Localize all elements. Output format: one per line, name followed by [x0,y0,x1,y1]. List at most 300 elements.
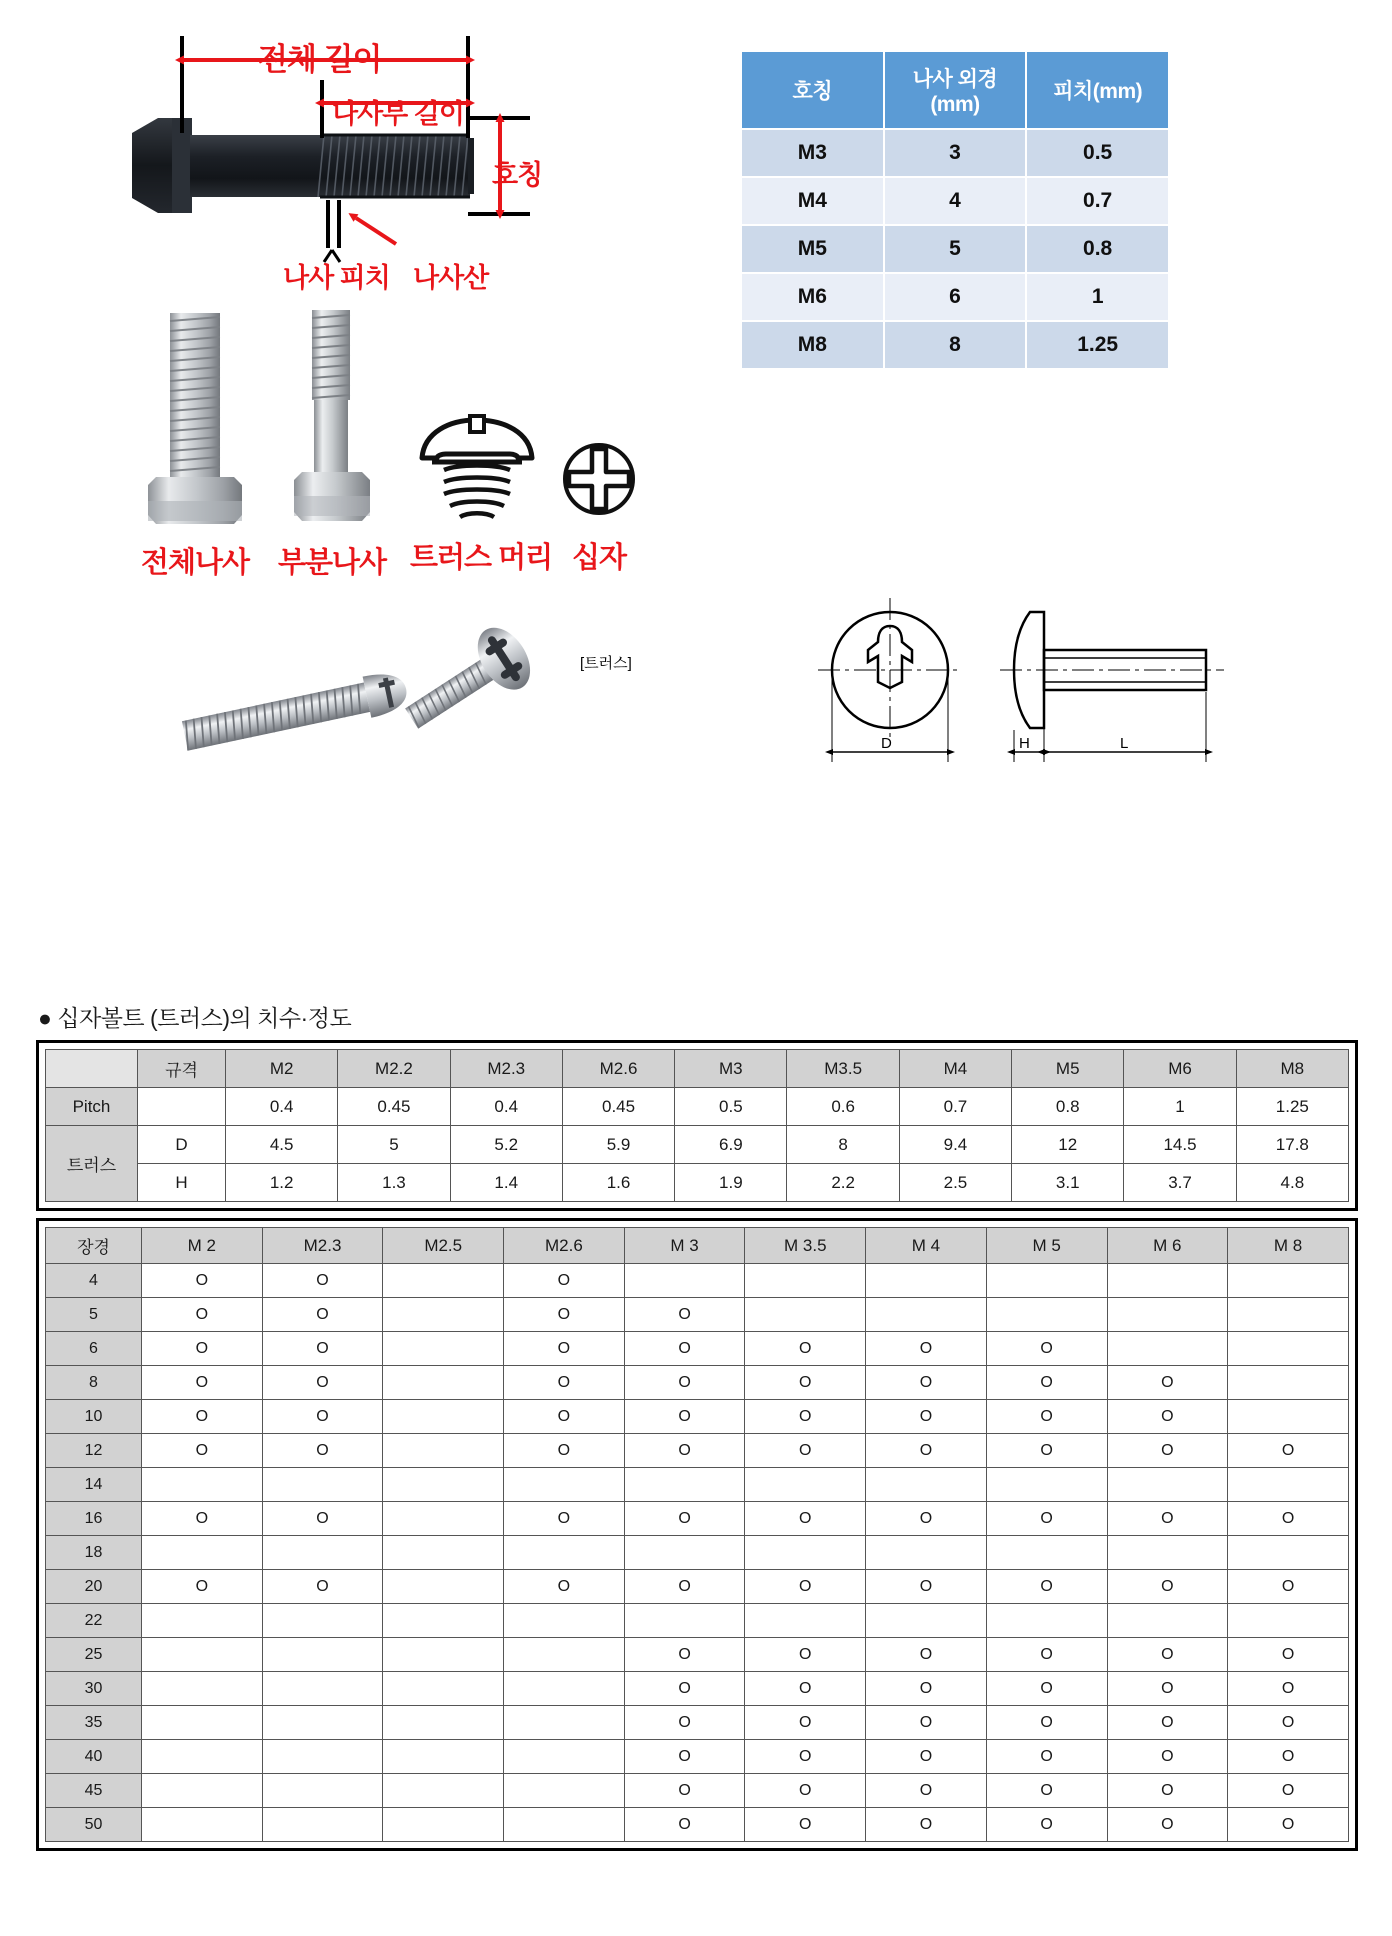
bolt-type-truss-head [410,410,553,576]
bolt-type-label-3: 십자 [571,542,627,574]
availability-empty-cell [504,1740,625,1774]
availability-mark-cell: O [1107,1672,1228,1706]
spec-cell-diameter: 3 [884,129,1027,177]
availability-mark-cell: O [504,1570,625,1604]
availability-mark-cell: O [504,1366,625,1400]
availability-empty-cell [262,1638,383,1672]
availability-mark-cell: O [142,1502,263,1536]
availability-mark-cell: O [986,1502,1107,1536]
availability-mark-cell: O [142,1298,263,1332]
availability-mark-cell: O [986,1332,1107,1366]
availability-mark-cell: O [745,1740,866,1774]
availability-empty-cell [1228,1366,1349,1400]
label-total-length: 전체 길이 [258,42,382,77]
availability-col-header: M 5 [986,1228,1107,1264]
availability-empty-cell [383,1332,504,1366]
spec-cell-diameter: 6 [884,273,1027,321]
truss-value-cell: 1.4 [450,1164,562,1202]
availability-mark-cell: O [986,1774,1107,1808]
partial-thread-hex-bolt-icon [272,300,392,535]
availability-empty-cell [383,1298,504,1332]
availability-mark-cell: O [262,1264,383,1298]
availability-row-length: 12 [46,1434,142,1468]
availability-mark-cell: O [986,1366,1107,1400]
availability-col-header: M 3 [624,1228,745,1264]
truss-col-header: M2 [226,1050,338,1088]
truss-corner-cell [46,1050,138,1088]
availability-mark-cell: O [866,1332,987,1366]
availability-table-row [46,1298,1349,1332]
availability-empty-cell [986,1536,1107,1570]
availability-mark-cell: O [262,1332,383,1366]
phillips-cross-head-icon [553,435,645,530]
availability-empty-cell [383,1468,504,1502]
availability-mark-cell: O [745,1332,866,1366]
availability-mark-cell: O [1228,1740,1349,1774]
truss-value-cell: 4.8 [1236,1164,1348,1202]
availability-mark-cell: O [745,1570,866,1604]
availability-empty-cell [383,1400,504,1434]
truss-value-cell: 0.6 [787,1088,899,1126]
availability-row-length: 5 [46,1298,142,1332]
availability-empty-cell [142,1536,263,1570]
availability-empty-cell [745,1604,866,1638]
availability-empty-cell [1228,1400,1349,1434]
bolt-types-section [0,300,1392,590]
truss-dimension-table-container [36,1040,1358,1211]
availability-mark-cell: O [1107,1502,1228,1536]
availability-mark-cell: O [504,1264,625,1298]
truss-col-header: 규격 [138,1050,226,1088]
truss-row-label-pitch: Pitch [46,1088,138,1126]
truss-col-header: M6 [1124,1050,1236,1088]
thread-crest-pointer [356,218,396,244]
availability-mark-cell: O [1228,1502,1349,1536]
truss-table-row [46,1088,1349,1126]
availability-mark-cell: O [1107,1570,1228,1604]
truss-head-outline-icon [410,410,545,530]
truss-value-cell: 0.45 [562,1088,674,1126]
availability-empty-cell [1228,1604,1349,1638]
availability-table-row [46,1468,1349,1502]
availability-mark-cell: O [866,1570,987,1604]
spec-cell-name: M4 [741,177,884,225]
availability-mark-cell: O [745,1638,866,1672]
availability-empty-cell [383,1570,504,1604]
availability-mark-cell: O [624,1366,745,1400]
availability-table-row [46,1400,1349,1434]
bolt-type-label-1: 부분나사 [277,547,387,579]
spec-cell-name: M8 [741,321,884,369]
truss-value-cell: 1 [1124,1088,1236,1126]
label-nominal-diameter: 호칭 [492,160,543,190]
bolt-type-full-thread [130,305,260,581]
availability-mark-cell: O [262,1570,383,1604]
hex-bolt-diagram-section [0,0,1392,356]
availability-table-row [46,1740,1349,1774]
availability-mark-cell: O [986,1434,1107,1468]
dim-label-h: H [1019,735,1030,752]
availability-mark-cell: O [745,1706,866,1740]
availability-mark-cell: O [1107,1366,1228,1400]
truss-value-cell: 1.6 [562,1164,674,1202]
spec-col-diameter: 나사 외경(mm) [884,51,1027,129]
availability-mark-cell: O [866,1434,987,1468]
availability-mark-cell: O [142,1264,263,1298]
availability-col-header: M2.3 [262,1228,383,1264]
availability-empty-cell [504,1672,625,1706]
spec-cell-name: M5 [741,225,884,273]
availability-col-header: M 2 [142,1228,263,1264]
availability-empty-cell [504,1808,625,1842]
label-thread-length: 나사부 길이 [332,99,464,129]
availability-table-row [46,1706,1349,1740]
availability-mark-cell: O [142,1366,263,1400]
spec-table-row [741,225,1169,273]
availability-empty-cell [383,1706,504,1740]
truss-col-header: M3.5 [787,1050,899,1088]
availability-mark-cell: O [986,1740,1107,1774]
availability-mark-cell: O [1107,1434,1228,1468]
spec-col-name: 호칭 [741,51,884,129]
truss-screw-photos [150,610,560,810]
truss-value-cell: 12 [1012,1126,1124,1164]
availability-empty-cell [262,1808,383,1842]
availability-row-length: 50 [46,1808,142,1842]
availability-mark-cell: O [866,1672,987,1706]
truss-value-cell: 5.2 [450,1126,562,1164]
availability-table-row [46,1264,1349,1298]
availability-mark-cell: O [142,1434,263,1468]
availability-table-row [46,1808,1349,1842]
availability-empty-cell [624,1604,745,1638]
availability-empty-cell [262,1468,383,1502]
availability-empty-cell [1107,1298,1228,1332]
truss-spec-cell: D [138,1126,226,1164]
truss-row-label-group: 트러스 [46,1126,138,1202]
availability-empty-cell [142,1808,263,1842]
truss-value-cell: 0.4 [450,1088,562,1126]
drawing-view-label: [트러스] [580,655,632,672]
truss-value-cell: 5.9 [562,1126,674,1164]
availability-empty-cell [262,1740,383,1774]
availability-col-header: M 4 [866,1228,987,1264]
truss-value-cell: 0.45 [338,1088,450,1126]
availability-mark-cell: O [986,1672,1107,1706]
truss-value-cell: 1.2 [226,1164,338,1202]
availability-empty-cell [504,1774,625,1808]
availability-mark-cell: O [504,1298,625,1332]
availability-mark-cell: O [262,1298,383,1332]
availability-table-header-row [46,1228,1349,1264]
truss-col-header: M2.6 [562,1050,674,1088]
availability-mark-cell: O [866,1400,987,1434]
availability-mark-cell: O [624,1706,745,1740]
availability-empty-cell [504,1638,625,1672]
availability-mark-cell: O [624,1332,745,1366]
availability-empty-cell [1228,1332,1349,1366]
bolt-type-label-0: 전체나사 [140,547,250,579]
spec-cell-name: M6 [741,273,884,321]
truss-drawing-section [0,590,1392,990]
availability-mark-cell: O [745,1400,866,1434]
bolt-shank [190,135,320,197]
truss-dimension-table [45,1049,1349,1202]
dim-label-d: D [881,735,892,752]
availability-empty-cell [624,1536,745,1570]
availability-empty-cell [383,1502,504,1536]
availability-table [45,1227,1349,1842]
availability-empty-cell [383,1434,504,1468]
availability-empty-cell [1228,1264,1349,1298]
availability-empty-cell [142,1604,263,1638]
availability-mark-cell: O [986,1570,1107,1604]
spec-cell-diameter: 4 [884,177,1027,225]
truss-value-cell: 3.1 [1012,1164,1124,1202]
availability-mark-cell: O [504,1400,625,1434]
availability-mark-cell: O [745,1774,866,1808]
availability-empty-cell [1107,1264,1228,1298]
availability-empty-cell [866,1604,987,1638]
spec-cell-diameter: 5 [884,225,1027,273]
availability-mark-cell: O [1228,1570,1349,1604]
availability-row-length: 40 [46,1740,142,1774]
truss-value-cell: 1.3 [338,1164,450,1202]
truss-col-header: M4 [899,1050,1011,1088]
availability-mark-cell: O [866,1706,987,1740]
availability-mark-cell: O [1228,1774,1349,1808]
truss-value-cell: 2.2 [787,1164,899,1202]
availability-row-length: 25 [46,1638,142,1672]
availability-empty-cell [142,1774,263,1808]
availability-col-header: M 8 [1228,1228,1349,1264]
availability-mark-cell: O [745,1672,866,1706]
availability-mark-cell: O [262,1366,383,1400]
availability-table-row [46,1570,1349,1604]
spec-col-pitch: 피치(mm) [1026,51,1169,129]
availability-mark-cell: O [624,1570,745,1604]
availability-empty-cell [1228,1468,1349,1502]
availability-empty-cell [866,1298,987,1332]
availability-col-header: M2.5 [383,1228,504,1264]
availability-empty-cell [1107,1332,1228,1366]
availability-empty-cell [142,1468,263,1502]
availability-mark-cell: O [866,1638,987,1672]
truss-value-cell: 4.5 [226,1126,338,1164]
availability-empty-cell [383,1536,504,1570]
availability-row-length: 45 [46,1774,142,1808]
full-thread-hex-bolt-icon [130,305,260,535]
spec-cell-name: M3 [741,129,884,177]
availability-empty-cell [383,1808,504,1842]
truss-table-row [46,1126,1349,1164]
availability-mark-cell: O [745,1366,866,1400]
bolt-type-label-2: 트러스 머리 [410,542,553,574]
availability-empty-cell [1107,1604,1228,1638]
availability-empty-cell [262,1774,383,1808]
spec-table-row [741,177,1169,225]
availability-empty-cell [986,1264,1107,1298]
availability-table-row [46,1434,1349,1468]
availability-row-length: 16 [46,1502,142,1536]
availability-mark-cell: O [866,1774,987,1808]
truss-value-cell: 8 [787,1126,899,1164]
availability-mark-cell: O [504,1332,625,1366]
truss-col-header: M8 [1236,1050,1348,1088]
truss-value-cell: 14.5 [1124,1126,1236,1164]
availability-mark-cell: O [624,1672,745,1706]
truss-section-heading: ● 십자볼트 (트러스)의 치수·정도 [38,1005,352,1031]
truss-value-cell: 1.25 [1236,1088,1348,1126]
availability-mark-cell: O [624,1638,745,1672]
availability-table-row [46,1604,1349,1638]
availability-mark-cell: O [1107,1774,1228,1808]
availability-empty-cell [383,1638,504,1672]
availability-row-length: 18 [46,1536,142,1570]
availability-mark-cell: O [1228,1434,1349,1468]
availability-mark-cell: O [1228,1638,1349,1672]
availability-mark-cell: O [624,1740,745,1774]
availability-row-length: 30 [46,1672,142,1706]
availability-empty-cell [986,1468,1107,1502]
availability-mark-cell: O [624,1808,745,1842]
truss-col-header: M3 [675,1050,787,1088]
availability-empty-cell [383,1672,504,1706]
truss-table-row [46,1164,1349,1202]
truss-engineering-drawing [700,590,1260,790]
availability-empty-cell [745,1298,866,1332]
availability-empty-cell [1107,1468,1228,1502]
availability-col-header: M 3.5 [745,1228,866,1264]
availability-empty-cell [745,1264,866,1298]
availability-mark-cell: O [142,1332,263,1366]
availability-empty-cell [262,1604,383,1638]
availability-mark-cell: O [504,1502,625,1536]
truss-value-cell: 9.4 [899,1126,1011,1164]
truss-value-cell: 0.7 [899,1088,1011,1126]
availability-table-row [46,1332,1349,1366]
spec-cell-pitch: 0.8 [1026,225,1169,273]
availability-empty-cell [1107,1536,1228,1570]
availability-mark-cell: O [986,1706,1107,1740]
availability-corner-label: 장경 [46,1228,142,1264]
truss-value-cell: 0.4 [226,1088,338,1126]
availability-mark-cell: O [624,1774,745,1808]
label-thread-pitch: 나사 피치 [283,263,390,293]
availability-empty-cell [866,1264,987,1298]
availability-empty-cell [624,1264,745,1298]
truss-col-header: M5 [1012,1050,1124,1088]
availability-mark-cell: O [1107,1638,1228,1672]
truss-col-header: M2.3 [450,1050,562,1088]
availability-empty-cell [383,1264,504,1298]
availability-mark-cell: O [1228,1706,1349,1740]
availability-mark-cell: O [986,1400,1107,1434]
truss-table-header-row [46,1050,1349,1088]
availability-row-length: 14 [46,1468,142,1502]
availability-empty-cell [383,1366,504,1400]
availability-row-length: 22 [46,1604,142,1638]
truss-value-cell: 0.8 [1012,1088,1124,1126]
availability-mark-cell: O [986,1638,1107,1672]
availability-mark-cell: O [262,1400,383,1434]
bolt-type-partial-thread [272,300,392,581]
spec-cell-pitch: 0.5 [1026,129,1169,177]
availability-mark-cell: O [262,1434,383,1468]
availability-empty-cell [745,1468,866,1502]
availability-empty-cell [383,1604,504,1638]
availability-mark-cell: O [624,1434,745,1468]
spec-header-row [741,51,1169,129]
availability-mark-cell: O [1228,1672,1349,1706]
availability-col-header: M2.6 [504,1228,625,1264]
availability-mark-cell: O [142,1400,263,1434]
dim-label-l: L [1120,735,1129,752]
availability-table-row [46,1672,1349,1706]
availability-table-container [36,1218,1358,1851]
availability-empty-cell [142,1672,263,1706]
availability-mark-cell: O [866,1502,987,1536]
availability-col-header: M 6 [1107,1228,1228,1264]
availability-empty-cell [1228,1536,1349,1570]
truss-value-cell: 0.5 [675,1088,787,1126]
availability-mark-cell: O [866,1366,987,1400]
availability-mark-cell: O [624,1298,745,1332]
availability-mark-cell: O [986,1808,1107,1842]
availability-empty-cell [504,1706,625,1740]
availability-empty-cell [504,1468,625,1502]
availability-row-length: 10 [46,1400,142,1434]
availability-empty-cell [142,1638,263,1672]
availability-row-length: 20 [46,1570,142,1604]
availability-mark-cell: O [262,1502,383,1536]
availability-empty-cell [986,1604,1107,1638]
truss-value-cell: 3.7 [1124,1164,1236,1202]
availability-mark-cell: O [745,1502,866,1536]
spec-table-row [741,129,1169,177]
availability-mark-cell: O [504,1434,625,1468]
truss-spec-cell: H [138,1164,226,1202]
availability-row-length: 8 [46,1366,142,1400]
availability-mark-cell: O [745,1434,866,1468]
bolt-thread-region [318,135,470,197]
availability-mark-cell: O [142,1570,263,1604]
availability-row-length: 35 [46,1706,142,1740]
availability-empty-cell [866,1468,987,1502]
label-thread-crest: 나사산 [413,263,489,293]
availability-mark-cell: O [1107,1706,1228,1740]
availability-row-length: 6 [46,1332,142,1366]
spec-cell-pitch: 1 [1026,273,1169,321]
truss-value-cell: 6.9 [675,1126,787,1164]
truss-col-header: M2.2 [338,1050,450,1088]
availability-empty-cell [504,1536,625,1570]
availability-empty-cell [262,1536,383,1570]
spec-cell-diameter: 8 [884,321,1027,369]
spec-cell-pitch: 0.7 [1026,177,1169,225]
truss-spec-cell [138,1088,226,1126]
availability-table-row [46,1502,1349,1536]
truss-value-cell: 1.9 [675,1164,787,1202]
truss-value-cell: 17.8 [1236,1126,1348,1164]
truss-value-cell: 5 [338,1126,450,1164]
spec-cell-pitch: 1.25 [1026,321,1169,369]
availability-empty-cell [866,1536,987,1570]
availability-empty-cell [1228,1298,1349,1332]
availability-table-row [46,1366,1349,1400]
availability-empty-cell [383,1774,504,1808]
availability-empty-cell [262,1706,383,1740]
